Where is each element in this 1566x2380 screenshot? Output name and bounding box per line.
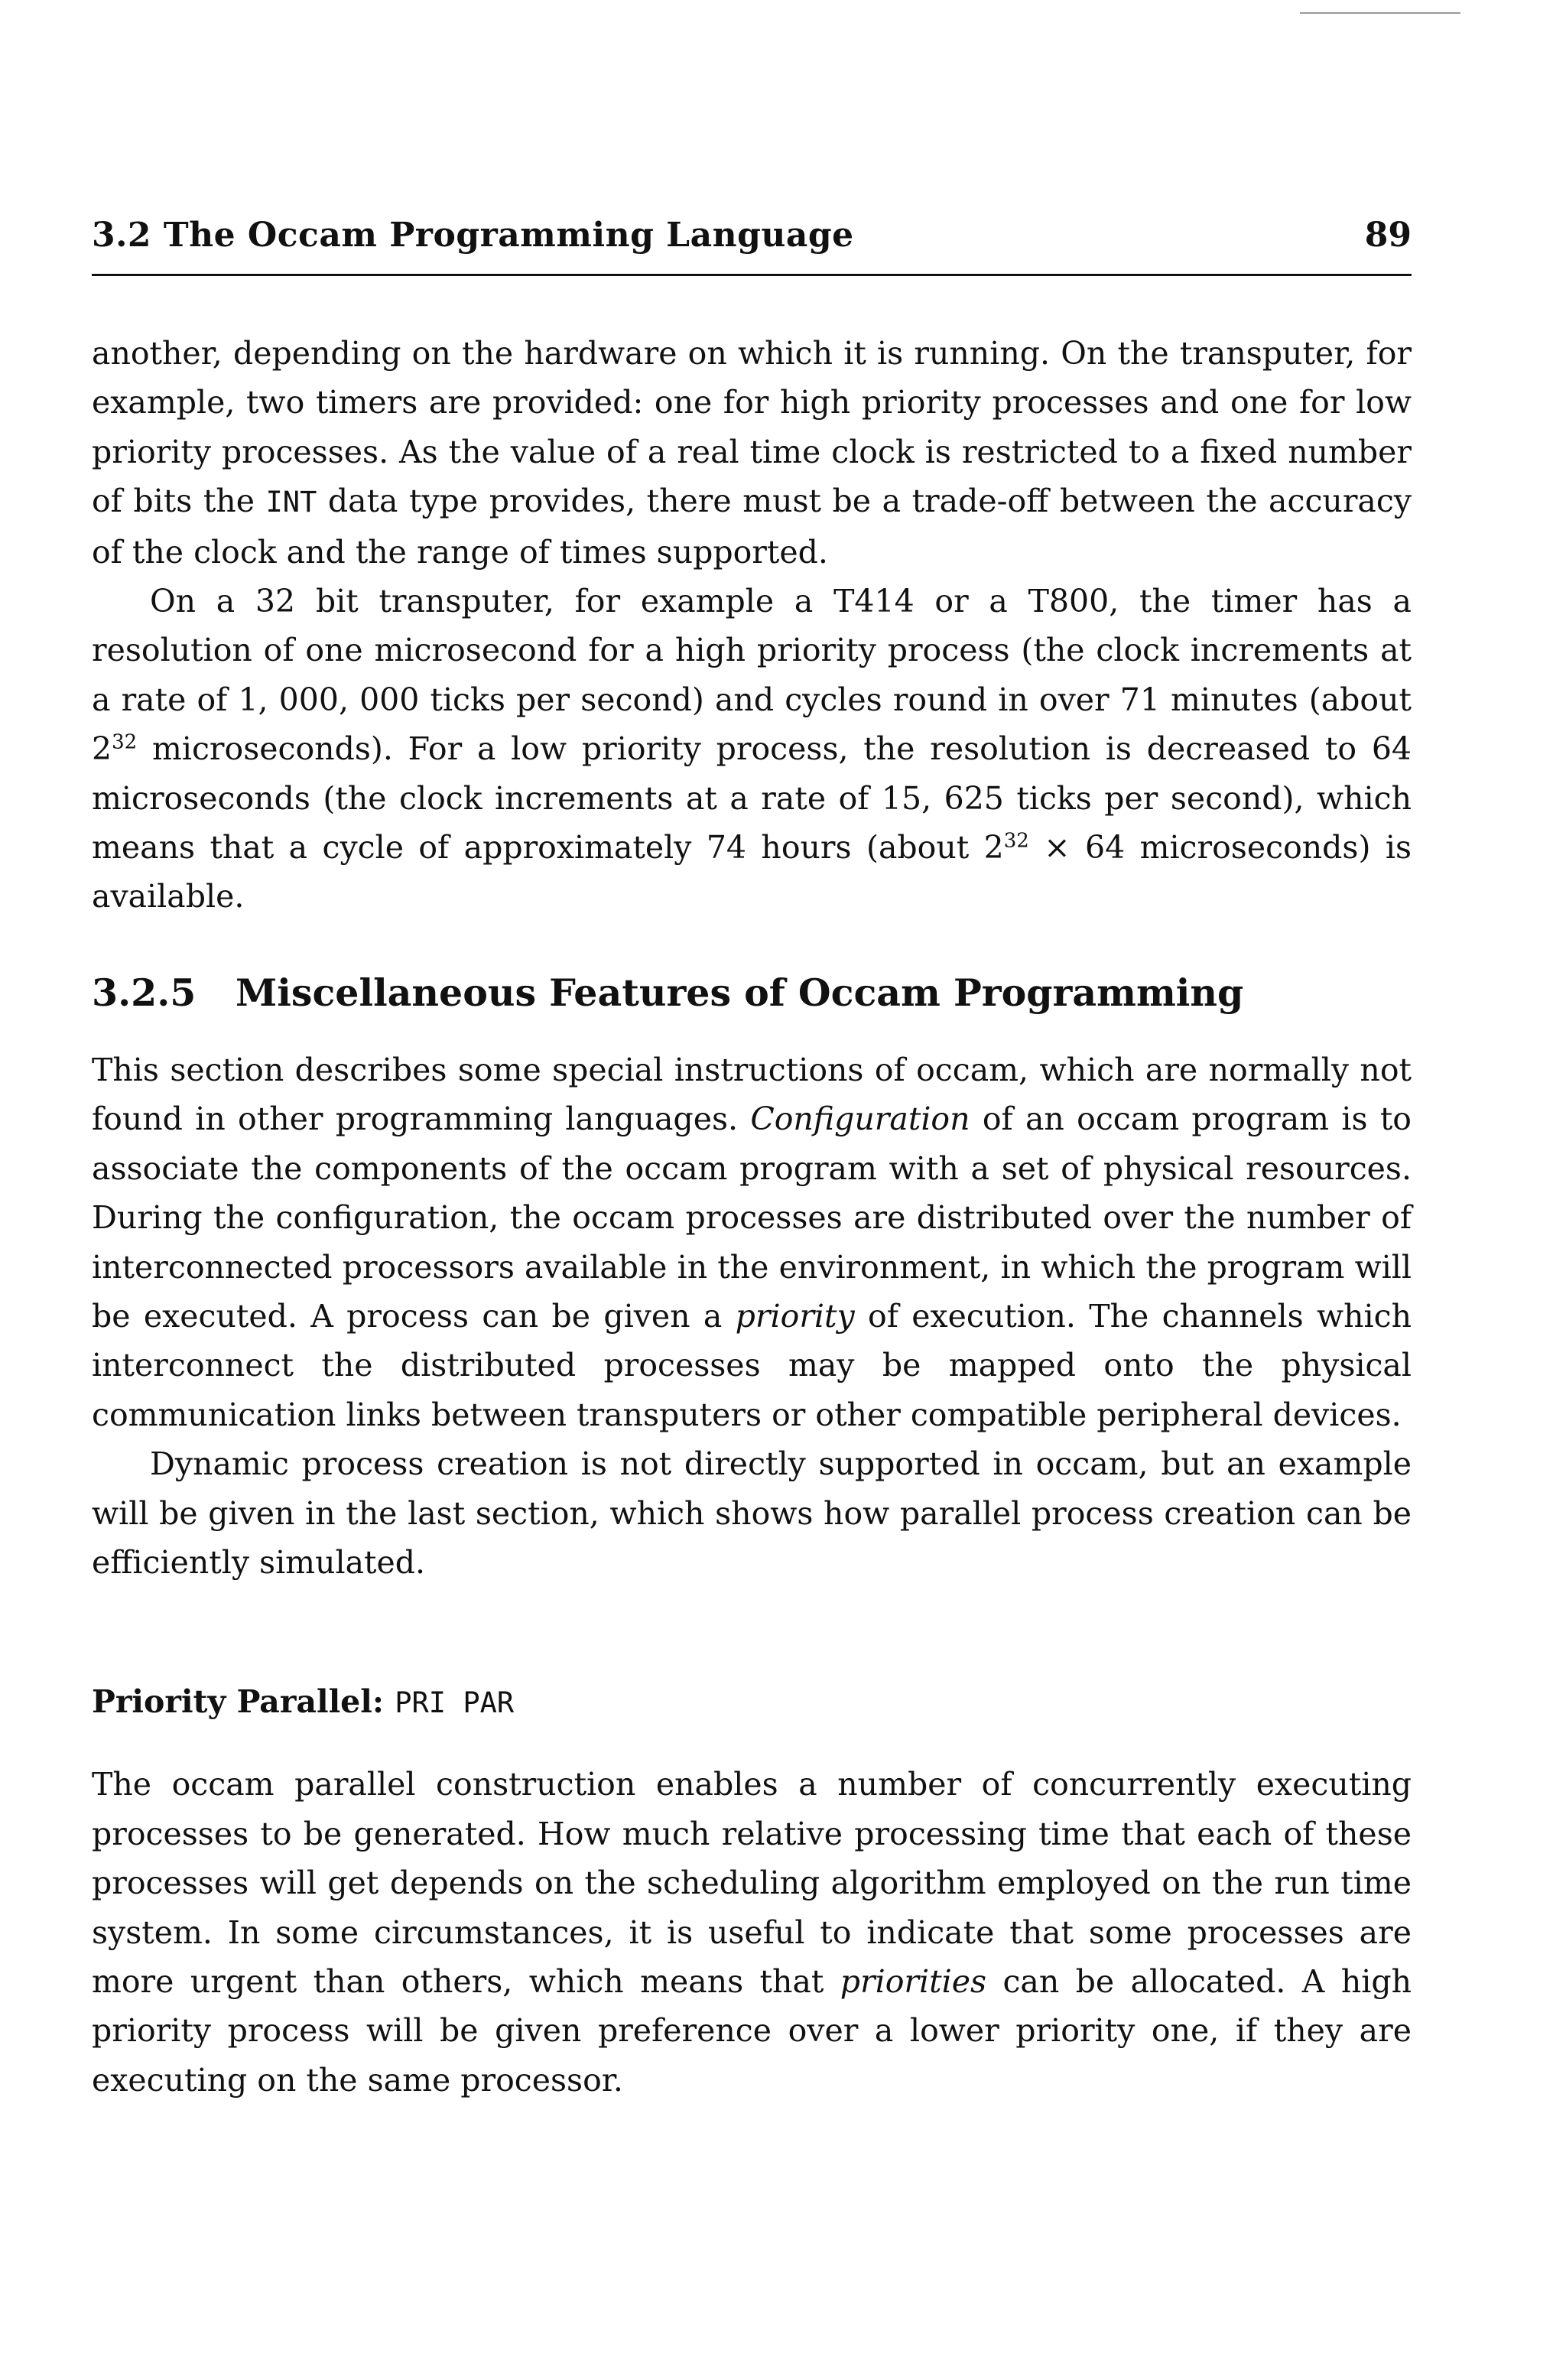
paragraph-configuration [92, 1045, 1412, 1439]
superscript: 32 [112, 730, 138, 754]
text-run: of execution. The channels which interconnect the distributed processes may be mapped onto the physical communication links between transputers or other compatible peripheral devices. [92, 1297, 1412, 1433]
text-run: data type provides, there must be a trade-off between the accuracy of the clock and the range of times supported. [92, 483, 1412, 571]
subsection-title: Priority Parallel: [92, 1683, 395, 1721]
page-body [92, 329, 1412, 2105]
paragraph-resolution [92, 577, 1412, 922]
section-number: 3.2.5 [92, 970, 197, 1015]
text-run: another, depending on the hardware on which it is running. On the transputer, for example, two timers are provided: one for high priority processes and one for low priority processes. As the value of a real time clock is restricted to a fixed number of bits the [92, 335, 1412, 520]
subsection-code: PRI PAR [395, 1686, 515, 1720]
text-run: This section describes some special instructions of occam, which are normally not found in other programming languages. [92, 1051, 1412, 1138]
text-run: On a 32 bit transputer, for example a T414 or a T800, the timer has a resolution of one microsecond for a high priority process (the clock increments at a rate of 1, 000, 000 ticks per second) and cycles round in over 71 minutes (about 2 [92, 583, 1412, 768]
top-edge-rule [1300, 12, 1460, 14]
superscript: 32 [1003, 829, 1029, 853]
text-run: of an occam program is to associate the components of the occam program with a set of physical resources. During the configuration, the occam processes are distributed over the number of interconnected processors available in the environment, in which the program will be executed. A process can be given a [92, 1101, 1412, 1335]
subsection-heading [92, 1677, 1412, 1728]
paragraph-timers [92, 329, 1412, 577]
inline-code-int: INT [265, 486, 317, 519]
paragraph-dynamic-creation: Dynamic process creation is not directly supported in occam, but an example will be given in the last section, which shows how parallel process creation can be efficiently simulated. [92, 1445, 1412, 1581]
emphasis-priorities: priorities [840, 1962, 987, 2000]
text-run: microseconds). For a low priority process, the resolution is decreased to 64 microseconds (the clock increments at a rate of 15, 625 ticks per second), which means that a cycle of approximately 74 hours (about 2 [92, 730, 1412, 866]
emphasis-priority: priority [735, 1297, 855, 1335]
running-header-title: 3.2 The Occam Programming Language [92, 216, 854, 255]
section-title: Miscellaneous Features of Occam Programming [236, 970, 1244, 1015]
text-run: The occam parallel construction enables a number of concurrently executing processes to be generated. How much relative processing time that each of these processes will get depends on the scheduling algorithm employed on the run time system. In some circumstances, it is useful to indicate that some processes are more urgent than others, which means that [92, 1766, 1412, 2000]
page-number: 89 [1364, 216, 1412, 255]
paragraph-priority-parallel [92, 1760, 1412, 2105]
text-run: can be allocated. A high priority process will be given preference over a lower priority one, if they are executing on the same processor. [92, 1962, 1412, 2099]
running-header [92, 213, 1412, 276]
emphasis-configuration: Configuration [750, 1101, 970, 1138]
section-heading [92, 966, 1412, 1019]
text-run: × 64 microseconds) is available. [92, 829, 1412, 915]
